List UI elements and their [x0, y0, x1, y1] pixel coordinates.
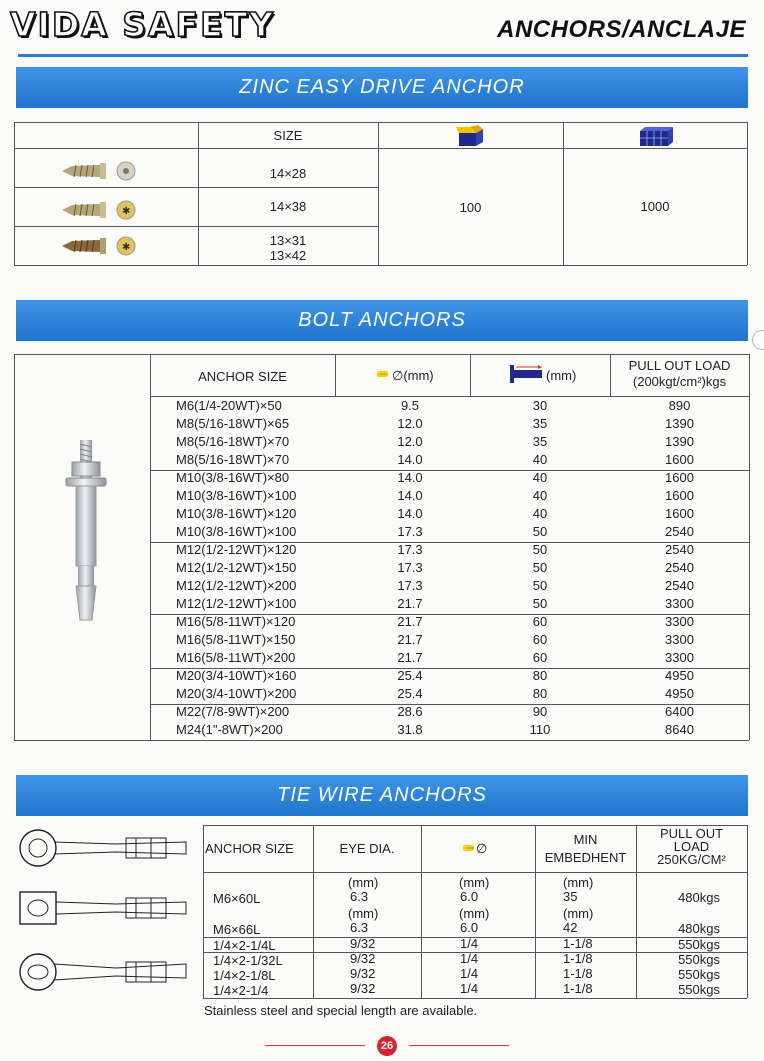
bolt-header-pull: PULL OUT LOAD: [628, 358, 731, 373]
bolt-len-cell: 60: [532, 650, 548, 665]
zinc-anchor-image: [60, 160, 150, 182]
page-number: 26: [377, 1036, 397, 1056]
tie-size-cell: M6×66L: [213, 922, 261, 937]
bolt-dia-cell: 21.7: [397, 632, 423, 647]
zinc-anchor-image: [60, 235, 150, 257]
bolt-size-cell: M10(3/8-16WT)×100: [176, 524, 297, 539]
bolt-dia-cell: 14.0: [397, 506, 423, 521]
tie-size-cell: 1/4×2-1/8L: [213, 968, 276, 983]
bolt-dia-cell: 28.6: [397, 704, 423, 719]
bolt-pull-cell: 3300: [665, 614, 694, 629]
bolt-pull-cell: 2540: [665, 524, 694, 539]
bolt-dia-cell: 31.8: [397, 722, 423, 737]
bolt-pull-cell: 3300: [665, 632, 694, 647]
tie-min-cell: 1-1/8: [563, 981, 593, 996]
bolt-size-cell: M8(5/16-18WT)×70: [176, 452, 290, 467]
tie-size-cell: 1/4×2-1/4: [213, 983, 269, 998]
bolt-header-len: (mm): [546, 368, 577, 383]
unit-label: (mm): [459, 875, 490, 890]
unit-label: (mm): [563, 906, 594, 921]
bolt-size-cell: M12(1/2-12WT)×150: [176, 560, 297, 575]
header-divider: [18, 54, 748, 57]
bolt-len-cell: 110: [529, 722, 551, 737]
footer-line-right: [409, 1045, 509, 1046]
unit-label: (mm): [348, 875, 379, 890]
tie-pull-cell: 550kgs: [678, 952, 720, 967]
bolt-pull-cell: 890: [668, 398, 691, 413]
unit-label: (mm): [459, 906, 490, 921]
bolt-pull-cell: 8640: [665, 722, 694, 737]
svg-text:✱: ✱: [122, 206, 131, 217]
bolt-dia-cell: 14.0: [397, 452, 423, 467]
bolt-dia-cell: 21.7: [397, 596, 423, 611]
bolt-header-pull-unit: (200kgt/cm²)kgs: [632, 374, 727, 389]
tie-eye-cell: 6.3: [350, 889, 369, 904]
tie-size-cell: 1/4×2-1/32L: [213, 953, 283, 968]
tie-anchor-image: [16, 886, 196, 930]
bolt-dia-cell: 21.7: [397, 650, 423, 665]
tie-anchor-image: [16, 950, 196, 994]
bolt-len-cell: 40: [532, 470, 548, 485]
bolt-size-cell: M20(3/4-10WT)×160: [176, 668, 297, 683]
zinc-size-cell: 13×42: [269, 248, 307, 263]
bolt-pull-cell: 1600: [665, 488, 694, 503]
bolt-len-cell: 35: [532, 434, 548, 449]
bolt-dia-cell: 17.3: [397, 578, 423, 593]
bolt-len-cell: 50: [532, 524, 548, 539]
bolt-size-cell: M10(3/8-16WT)×120: [176, 506, 297, 521]
bolt-size-cell: M12(1/2-12WT)×120: [176, 542, 297, 557]
footer-line-left: [265, 1045, 365, 1046]
diameter-icon: [463, 844, 477, 853]
bolt-pull-cell: 2540: [665, 578, 694, 593]
brand-logo: VIDA SAFETY: [10, 5, 276, 44]
tie-note: Stainless steel and special length are available.: [204, 1003, 478, 1018]
binder-hole: [752, 330, 764, 350]
tie-header-size: ANCHOR SIZE: [205, 841, 294, 856]
open-box-icon: [456, 125, 486, 147]
bolt-dia-cell: 21.7: [397, 614, 423, 629]
tie-header-unit: 250KG/CM²: [657, 852, 726, 867]
bolt-len-cell: 50: [532, 542, 548, 557]
bolt-dia-cell: 25.4: [397, 668, 423, 683]
length-icon: [508, 363, 546, 385]
zinc-size-cell: 13×31: [269, 233, 307, 248]
tie-size-cell: M6×60L: [213, 891, 261, 906]
bolt-dia-cell: 14.0: [397, 470, 423, 485]
tie-header-pull: PULL OUT: [659, 826, 724, 841]
tie-dia-cell: 6.0: [460, 920, 479, 935]
tie-header-min: MIN: [573, 832, 598, 847]
bolt-size-cell: M10(3/8-16WT)×100: [176, 488, 297, 503]
bolt-len-cell: 40: [532, 488, 548, 503]
bolt-dia-cell: 9.5: [400, 398, 420, 413]
bolt-anchor-image: [62, 438, 112, 628]
bolt-size-cell: M6(1/4-20WT)×50: [176, 398, 282, 413]
tie-eye-cell: 9/32: [350, 966, 376, 981]
tie-pull-cell: 550kgs: [678, 937, 720, 952]
tie-dia-cell: 6.0: [460, 889, 479, 904]
page-title: ANCHORS/ANCLAJE: [497, 16, 746, 43]
tie-eye-cell: 9/32: [350, 981, 376, 996]
unit-label: (mm): [348, 906, 379, 921]
bolt-pull-cell: 2540: [665, 560, 694, 575]
tie-min-cell: 1-1/8: [563, 951, 593, 966]
bolt-size-cell: M20(3/4-10WT)×200: [176, 686, 297, 701]
tie-banner: TIE WIRE ANCHORS: [16, 775, 748, 816]
tie-header-eye: EYE DIA.: [339, 841, 395, 856]
bolt-dia-cell: 12.0: [397, 434, 423, 449]
bolt-pull-cell: 2540: [665, 542, 694, 557]
bolt-len-cell: 60: [532, 632, 548, 647]
bolt-len-cell: 30: [532, 398, 548, 413]
zinc-size-header: SIZE: [273, 128, 303, 143]
tie-header-embed: EMBEDHENT: [544, 850, 627, 865]
tie-pull-cell: 480kgs: [678, 921, 720, 936]
tie-header-dia: ∅: [476, 841, 488, 856]
tie-pull-cell: 550kgs: [678, 967, 720, 982]
bolt-dia-cell: 25.4: [397, 686, 423, 701]
unit-label: (mm): [563, 875, 594, 890]
tie-pull-cell: 550kgs: [678, 982, 720, 997]
bolt-header-size: ANCHOR SIZE: [198, 369, 287, 384]
bolt-len-cell: 35: [532, 416, 548, 431]
bolt-size-cell: M10(3/8-16WT)×80: [176, 470, 290, 485]
tie-pull-cell: 480kgs: [678, 890, 720, 905]
bolt-pull-cell: 1600: [665, 506, 694, 521]
bolt-pull-cell: 4950: [665, 668, 694, 683]
bolt-dia-cell: 17.3: [397, 524, 423, 539]
zinc-carton-qty: 1000: [640, 199, 670, 214]
bolt-dia-cell: 17.3: [397, 560, 423, 575]
tie-header-load: LOAD: [673, 839, 710, 854]
bolt-dia-cell: 12.0: [397, 416, 423, 431]
bolt-len-cell: 80: [532, 668, 548, 683]
bolt-pull-cell: 1600: [665, 470, 694, 485]
bolt-size-cell: M12(1/2-12WT)×100: [176, 596, 297, 611]
bolt-pull-cell: 1600: [665, 452, 694, 467]
tie-min-cell: 1-1/8: [563, 966, 593, 981]
bolt-len-cell: 60: [532, 614, 548, 629]
bolt-len-cell: 40: [532, 452, 548, 467]
bolt-size-cell: M16(5/8-11WT)×200: [176, 650, 296, 665]
zinc-size-cell: 14×38: [269, 199, 307, 214]
zinc-anchor-image: [60, 199, 150, 221]
bolt-banner: BOLT ANCHORS: [16, 300, 748, 341]
bolt-size-cell: M16(5/8-11WT)×150: [176, 632, 296, 647]
tie-eye-cell: 9/32: [350, 951, 376, 966]
bolt-pull-cell: 6400: [665, 704, 694, 719]
tie-dia-cell: 1/4: [460, 936, 479, 951]
carton-icon: [638, 125, 674, 147]
bolt-header-dia: ∅(mm): [392, 368, 434, 383]
bolt-len-cell: 50: [532, 560, 548, 575]
bolt-len-cell: 90: [532, 704, 548, 719]
diameter-icon: [377, 370, 391, 379]
bolt-len-cell: 50: [532, 596, 548, 611]
tie-min-cell: 1-1/8: [563, 936, 593, 951]
zinc-size-cell: 14×28: [269, 166, 307, 181]
bolt-len-cell: 40: [532, 506, 548, 521]
tie-dia-cell: 1/4: [460, 981, 479, 996]
bolt-pull-cell: 1390: [665, 416, 694, 431]
bolt-size-cell: M12(1/2-12WT)×200: [176, 578, 297, 593]
bolt-len-cell: 80: [532, 686, 548, 701]
bolt-size-cell: M8(5/16-18WT)×70: [176, 434, 290, 449]
bolt-len-cell: 50: [532, 578, 548, 593]
bolt-pull-cell: 4950: [665, 686, 694, 701]
zinc-banner: ZINC EASY DRIVE ANCHOR: [16, 67, 748, 108]
bolt-size-cell: M16(5/8-11WT)×120: [176, 614, 296, 629]
bolt-pull-cell: 3300: [665, 596, 694, 611]
bolt-pull-cell: 3300: [665, 650, 694, 665]
tie-min-cell: 35: [563, 889, 578, 904]
tie-dia-cell: 1/4: [460, 966, 479, 981]
bolt-size-cell: M22(7/8-9WT)×200: [176, 704, 290, 719]
tie-anchor-image: [16, 826, 196, 870]
tie-dia-cell: 1/4: [460, 951, 479, 966]
tie-size-cell: 1/4×2-1/4L: [213, 938, 276, 953]
tie-eye-cell: 6.3: [350, 920, 369, 935]
bolt-size-cell: M8(5/16-18WT)×65: [176, 416, 290, 431]
zinc-box-qty: 100: [459, 200, 482, 215]
bolt-size-cell: M24(1"-8WT)×200: [176, 722, 283, 737]
tie-eye-cell: 9/32: [350, 936, 376, 951]
bolt-pull-cell: 1390: [665, 434, 694, 449]
svg-text:✱: ✱: [122, 242, 131, 253]
bolt-dia-cell: 17.3: [397, 542, 423, 557]
bolt-dia-cell: 14.0: [397, 488, 423, 503]
tie-min-cell: 42: [563, 920, 578, 935]
